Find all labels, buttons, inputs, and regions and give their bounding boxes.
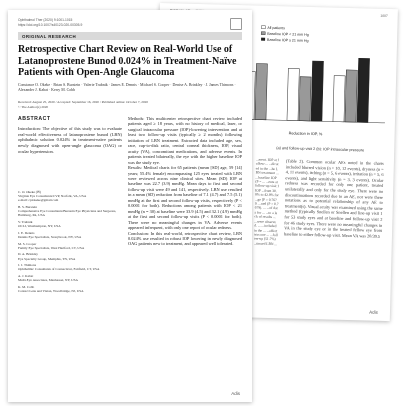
abstract-methods: Methods: This multicenter retrospective chart review included patients aged ≥ 18 years, with no history of medical, laser, or surgical intraocular pressure (IOP)-lowering intervention and at least two follow-up visits (typically ≥ 2 months) following initiation of LBN treatment. Extracted data included age, sex, race, cup-to-disk ratio, central corneal thickness, IOP, visual acuity (VA), concomitant medications, and adverse events. In patients treated bilaterally, the eye with the higher baseline IOP was the study eye. xyxy=(128,116,242,165)
back-column-right: (Table 2). Common ocular AEs noted in the charts included blurred vision (n = 10, 12 events), dryness (n = 4, 11 events), itching (n = 5, 6 events), irritation (n = 5, 6 events), and light sensitivity (n = 3, 3 events). Ocular redness was recorded for only one patient, treated unilaterally and only for the study eye. There were no discontinuations recorded due to an AE, nor were there notations as to potential relationship of any AE to treatment(s). Visual acuity was examined using the same method (typically Snellen or Snellen and line-up visit 1 for 53 study eyes and at baseline and follow-up visit 2 for 46 study eyes. There were no meaningful changes in VA in the study eye or in the treated fellow eye from baseline to either follow-up visit. Mean VA was 20/39.5 xyxy=(283,158,384,239)
affiliation-institution: Comprehensive Eye Consultants/Burstein Eye Physicians and Surgeons, Hamburg, PA, USA xyxy=(18,209,117,218)
legend-swatch-low xyxy=(261,32,265,35)
back-publisher-logo: Adis xyxy=(369,309,379,315)
affiliation-institution: Family Eye Specialists, West Hartford, CT, USA xyxy=(18,245,85,250)
abstract-results: Results: Medical charts for 65 patients (mean [SD] age, 59 [14] years; 55.4% female) encompassing 125 eyes treated with LBN were reviewed across nine clinical sites. Mean (SD) IOP at baseline was 22.7 (3.9) mmHg. Mean days to first and second follow-up visit were 49 and 141, respectively. LBN use resulted in a mean (SD) reduction from baseline of 7.1 (4.7) and 7.5 (5.1) mmHg at the first and second follow-up visits, respectively (P < 0.0001 for both). Reductions among patients with IOP < 21 mmHg (n = 30) at baseline were 33.9 (4.5) and 32.1 (4.9) mmHg at the first and second follow-up visits (P < 0.0001 for both). There were no meaningful changes in VA. Adverse events appeared infrequent, with only one report of ocular redness. xyxy=(128,165,242,231)
affiliation-author: A. J. Kabat xyxy=(18,273,34,278)
affiliation-author: C. O. Okeke (✉) xyxy=(18,190,41,194)
chart-bar xyxy=(345,70,357,122)
affiliation-institution: Eye Specialty Group, Memphis, TN, USA xyxy=(18,256,76,261)
legend-label-all: All patients xyxy=(267,25,286,31)
affiliation-institution: Contact Lens and Vision, Woodbridge, NJ, USA xyxy=(18,288,84,293)
abstract-introduction: Introduction: The objective of this study was to evaluate real-world effectiveness of latanoprostene bunod (LBN) ophthalmic solution 0.024% in treatment-naïve patients newly diagnosed with open-angle glaucoma (OAG) or ocular hypertension. xyxy=(18,126,122,154)
affiliation-item xyxy=(18,205,122,218)
chart-bars xyxy=(243,55,370,122)
affiliation-author: D. A. Brinkley xyxy=(18,252,38,257)
x-axis-label: Reduction in IOP, % xyxy=(288,131,323,137)
copyright-notice: © The Author(s) 2020 xyxy=(18,105,49,109)
affiliation-list xyxy=(18,190,122,296)
affiliation-item xyxy=(18,231,122,239)
affiliation-institution: OCLI, Westhampton, NY, USA xyxy=(18,224,61,229)
affiliation-author: M. S. Cooper xyxy=(18,241,37,246)
abstract-heading: ABSTRACT xyxy=(18,116,51,122)
affiliation-item xyxy=(18,285,122,293)
chart-bar xyxy=(311,61,324,121)
chart-bar xyxy=(287,68,299,120)
chart-bar xyxy=(357,58,370,122)
chart-legend xyxy=(261,26,309,43)
affiliation-email[interactable]: e-mail: cplokeke@gmail.com xyxy=(18,198,59,203)
affiliation-item xyxy=(18,263,122,271)
legend-label-high: Baseline IOP ≥ 21 mm Hg xyxy=(267,37,309,43)
figure-caption: (a) and follow-up visit 2 (b): IOP intraocular pressure xyxy=(276,146,365,153)
affiliation-institution: Virginia Eye Consultants/CVP, Norfolk, VA, USA xyxy=(18,194,87,199)
chart-bar xyxy=(255,64,267,120)
affiliation-institution: Dennis Eye Specialists, Stonybrook, NY, USA xyxy=(18,235,82,239)
affiliation-institution: Ophthalmic Consultants of Connecticut, Fairfield, CT, USA xyxy=(18,267,100,272)
article-type-label: ORIGINAL RESEARCH xyxy=(22,33,77,39)
back-header-right: 1007 xyxy=(380,13,388,18)
abstract-right-column xyxy=(128,116,242,247)
chart-bar xyxy=(299,77,311,121)
affiliation-author: J. J. Thimons xyxy=(18,263,37,268)
affiliation-author: V. Trubnik xyxy=(18,220,33,224)
front-header-doi[interactable]: https://doi.org/10.1007/s40123-020-00305-9 xyxy=(18,23,83,27)
original-research-banner xyxy=(18,32,242,40)
article-dates: Received: August 25, 2020 / Accepted: September 16, 2020 / Published online: October 7, 2020 xyxy=(18,100,149,104)
chart-bar xyxy=(333,76,345,122)
affiliation-item xyxy=(18,190,122,203)
affiliation-institution: Multi-Eye Associates, Manhasset, NY, USA xyxy=(18,278,78,283)
affiliation-item xyxy=(18,242,122,250)
affiliation-author: K. M. Cobb xyxy=(18,284,35,289)
affiliation-author: B. S. Burstein xyxy=(18,205,38,209)
front-page xyxy=(8,10,252,402)
affiliation-item xyxy=(18,220,122,228)
article-title: Retrospective Chart Review on Real-World Use of Latanoprostene Bunod 0.024% in Treatment-Naïve Patients with Open-Angle Glaucoma xyxy=(18,44,237,78)
affiliation-author: J. E. Dennis xyxy=(18,230,35,235)
front-header-journal: Ophthalmol Ther (2020) 9:1001-1015 xyxy=(18,18,73,22)
legend-swatch-all xyxy=(261,26,265,29)
abstract-conclusion: Conclusion: In this real-world, retrospective chart review, LBN 0.024% use resulted in robust IOP lowering in newly diagnosed OAG patients new to treatment, and appeared well tolerated. xyxy=(128,230,242,247)
check-for-updates-icon[interactable] xyxy=(230,18,242,30)
legend-label-low: Baseline IOP < 21 mm Hg xyxy=(267,31,309,37)
legend-swatch-high xyxy=(261,38,265,41)
affiliation-item xyxy=(18,274,122,282)
author-list: Constance O. Okeke · Brian S. Burstein · Valerie Trubnik · James E. Dennis · Michael S. Cooper · Denise A. Brinkley · J. James Thimons · Alexander J. Kabat · Kerry M. Cobb xyxy=(18,83,236,93)
back-column-left: ...erent. IOP at follow-... ...dicated in the ...he LBN treatment ... ...baseline IOP (P = ... ...ents at follow-up visit 1 IOP ...from 30.8% to 42.8% for ...ge [P = 0.7679. ...ned (P = 0.7679). ... ...of data for ... ...to a lack of results ... ...were observed. ... ...included in the ... ...effect was one ... ...follow-up (51.7%) ...tinued LBN ... xyxy=(253,157,280,246)
iop-reduction-bar-chart xyxy=(228,19,391,143)
front-publisher-logo: Adis xyxy=(231,391,240,396)
affiliation-item xyxy=(18,252,122,260)
